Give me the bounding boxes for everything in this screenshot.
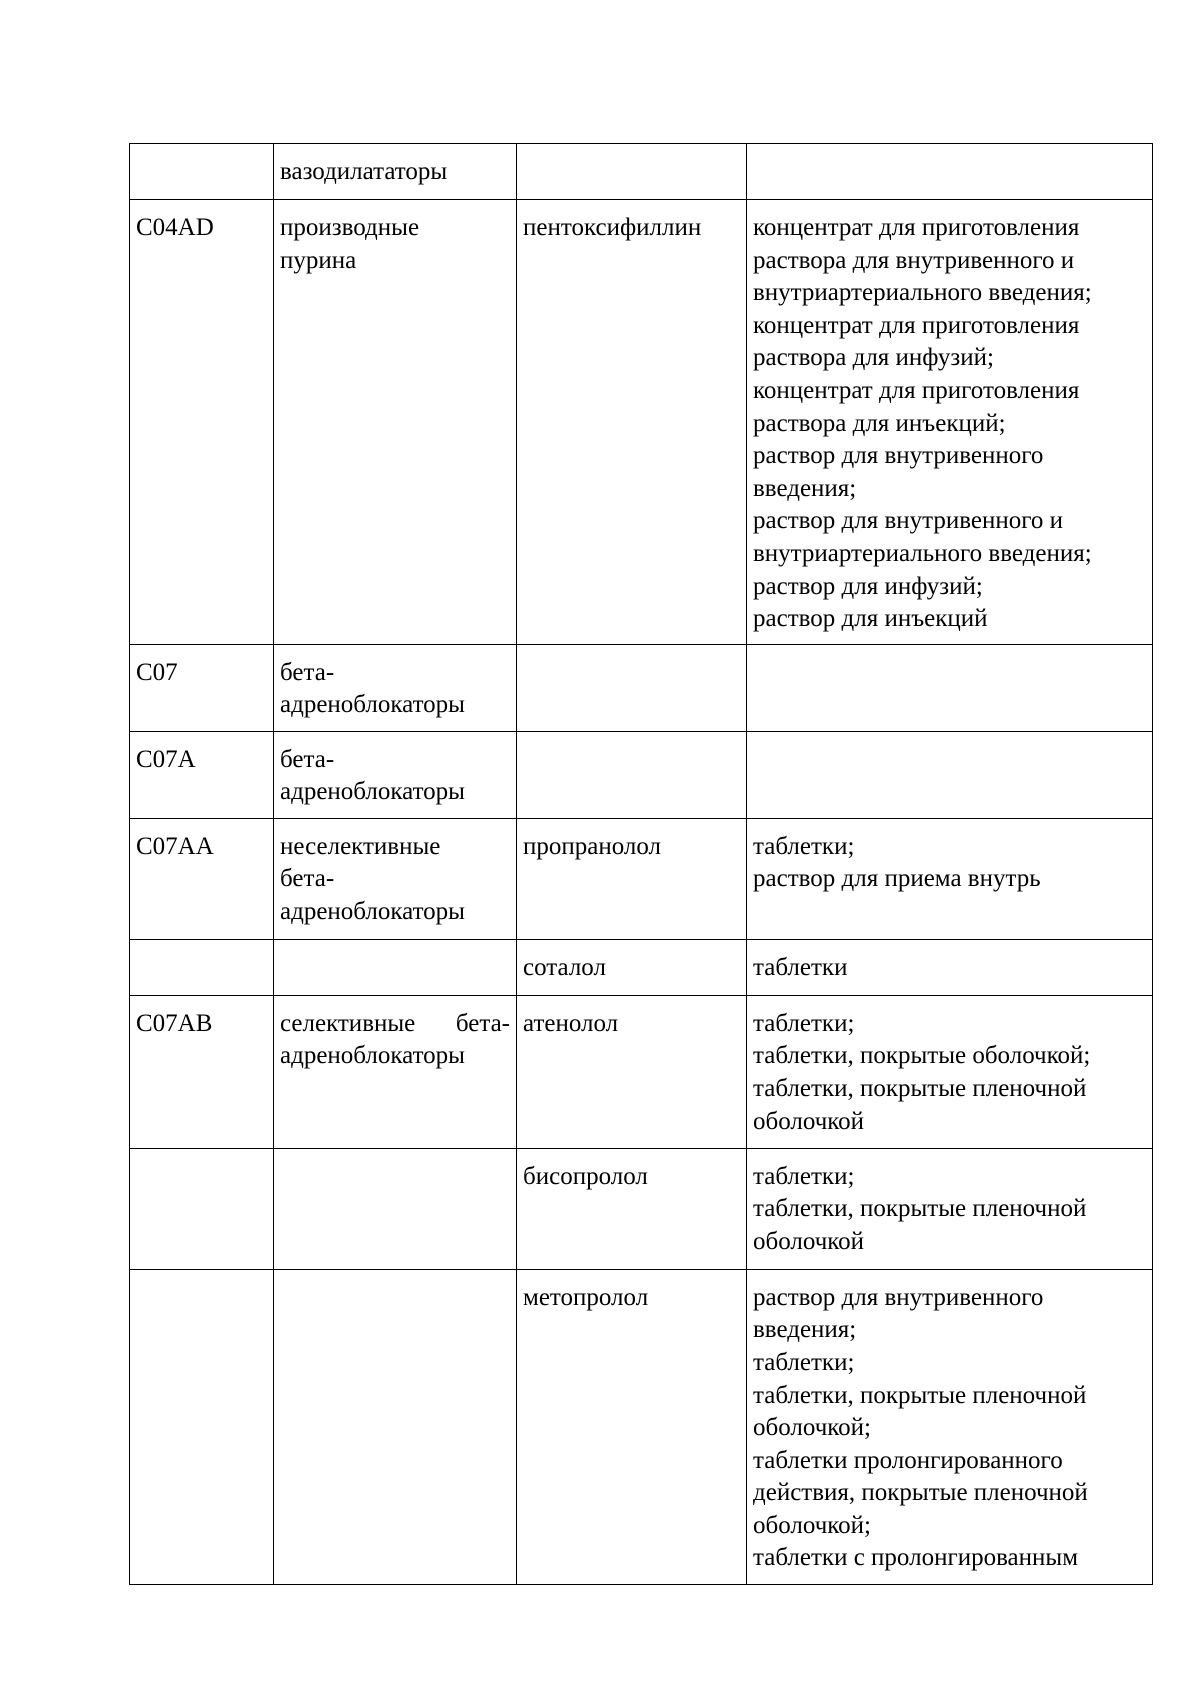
drug-name-cell: пропранолол xyxy=(517,818,747,939)
table-row xyxy=(130,995,1153,1148)
dosage-form-cell: концентрат для приготовления раствора для внутривенного и внутриартериального введения; концентрат для приготовления раствора для инфузий; концентрат для приготовления раствора для инъекций; раствор для внутривенного введения; раствор для внутривенного и внутриартериального введения; раствор для инфузий; раствор для инъекций xyxy=(747,200,1153,645)
atc-code-cell xyxy=(130,1148,274,1269)
drug-name-cell: метопролол xyxy=(517,1269,747,1584)
drug-name-cell: соталол xyxy=(517,939,747,995)
table-row xyxy=(130,1269,1153,1584)
dosage-form-cell xyxy=(747,144,1153,200)
dosage-form-cell: таблетки; таблетки, покрытые пленочной оболочкой xyxy=(747,1148,1153,1269)
dosage-form-cell: таблетки; раствор для приема внутрь xyxy=(747,818,1153,939)
drug-name-cell: атенолол xyxy=(517,995,747,1148)
drug-name-cell xyxy=(517,731,747,818)
pharmacological-group-cell: бета- адреноблокаторы xyxy=(274,731,517,818)
pharmacological-group-cell: вазодилататоры xyxy=(274,144,517,200)
table-row xyxy=(130,731,1153,818)
pharmacological-group-cell xyxy=(274,1148,517,1269)
table-row xyxy=(130,144,1153,200)
atc-code-cell: C07A xyxy=(130,731,274,818)
table-row xyxy=(130,939,1153,995)
table-row xyxy=(130,1148,1153,1269)
pharmacological-group-cell: селективные бета-адреноблокаторы xyxy=(274,995,517,1148)
drug-name-cell xyxy=(517,144,747,200)
drug-classification-table xyxy=(129,143,1153,1585)
pharmacological-group-cell: производные пурина xyxy=(274,200,517,645)
pharmacological-group-cell: бета- адреноблокаторы xyxy=(274,644,517,731)
drug-name-cell: бисопролол xyxy=(517,1148,747,1269)
atc-code-cell: C04AD xyxy=(130,200,274,645)
dosage-form-cell xyxy=(747,644,1153,731)
atc-code-cell: C07AA xyxy=(130,818,274,939)
atc-code-cell: C07 xyxy=(130,644,274,731)
drug-name-cell xyxy=(517,644,747,731)
table-row xyxy=(130,644,1153,731)
dosage-form-cell: раствор для внутривенного введения; таблетки; таблетки, покрытые пленочной оболочкой; таблетки пролонгированного действия, покрытые пленочной оболочкой; таблетки с пролонгированным xyxy=(747,1269,1153,1584)
atc-code-cell xyxy=(130,144,274,200)
pharmacological-group-cell xyxy=(274,1269,517,1584)
dosage-form-cell xyxy=(747,731,1153,818)
table-row xyxy=(130,818,1153,939)
atc-code-cell: C07AB xyxy=(130,995,274,1148)
drug-name-cell: пентоксифиллин xyxy=(517,200,747,645)
atc-code-cell xyxy=(130,1269,274,1584)
atc-code-cell xyxy=(130,939,274,995)
pharmacological-group-cell: неселективные бета- адреноблокаторы xyxy=(274,818,517,939)
pharmacological-group-cell xyxy=(274,939,517,995)
table-row xyxy=(130,200,1153,645)
dosage-form-cell: таблетки xyxy=(747,939,1153,995)
dosage-form-cell: таблетки; таблетки, покрытые оболочкой; таблетки, покрытые пленочной оболочкой xyxy=(747,995,1153,1148)
